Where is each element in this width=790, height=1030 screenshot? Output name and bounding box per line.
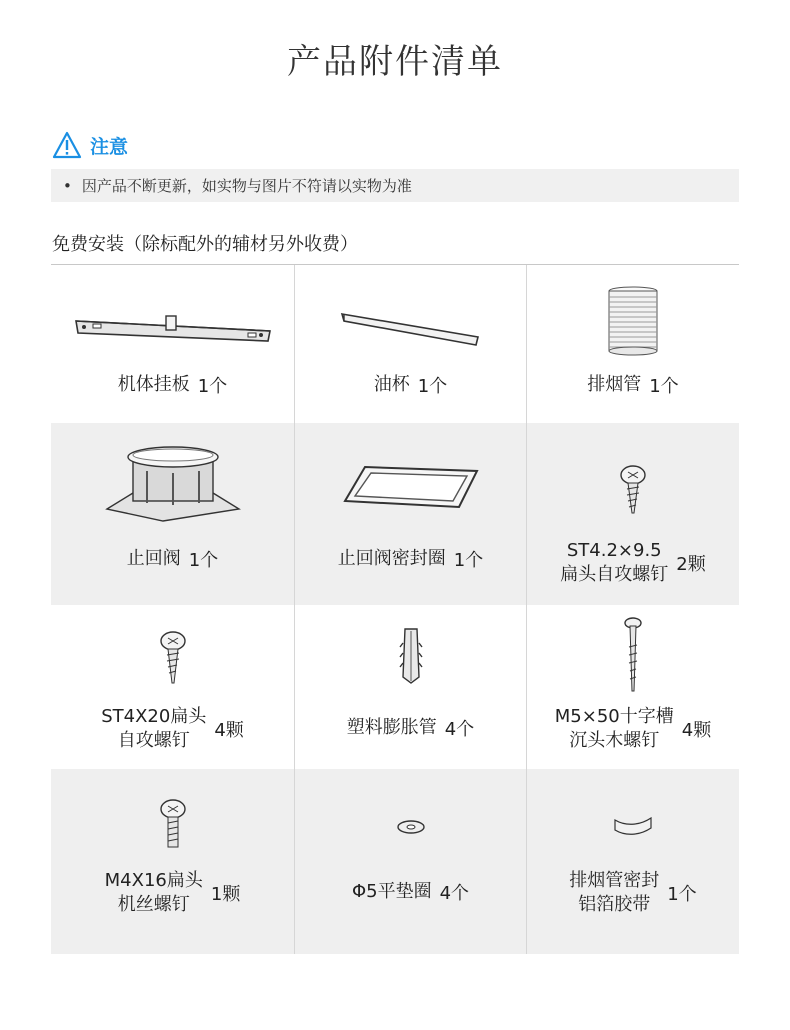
item-name: ST4.2×9.5 扁头自攻螺钉 xyxy=(560,540,669,585)
valve-seal-icon xyxy=(341,463,481,511)
accessory-card xyxy=(295,265,527,423)
machine-screw-icon xyxy=(158,799,188,851)
item-qty: 4个 xyxy=(439,883,470,904)
accessory-card xyxy=(527,605,739,769)
accessory-card xyxy=(295,769,527,954)
accessory-card xyxy=(295,605,527,769)
bullet-icon: • xyxy=(63,176,72,195)
accessory-card xyxy=(295,423,527,605)
accessory-grid xyxy=(51,265,739,954)
exhaust-pipe-icon xyxy=(605,285,661,357)
item-name: 塑料膨胀管 xyxy=(346,717,437,738)
accessory-card xyxy=(51,265,295,423)
item-name: ST4X20扁头 自攻螺钉 xyxy=(101,706,207,751)
item-qty: 1个 xyxy=(649,376,679,397)
wall-anchor-icon xyxy=(396,625,426,687)
tapping-screw-icon xyxy=(618,465,648,517)
item-qty: 4颗 xyxy=(681,720,712,741)
page-title: 产品附件清单 xyxy=(287,42,503,82)
item-qty: 1个 xyxy=(197,376,228,397)
oil-cup-icon xyxy=(336,309,486,349)
mounting-plate-icon xyxy=(68,311,278,345)
accessory-card xyxy=(527,769,739,954)
notice-header xyxy=(52,130,128,160)
wood-screw-icon xyxy=(623,617,643,695)
free-install-heading: 免费安装（除标配外的辅材另外收费） xyxy=(52,234,358,255)
notice-text: 因产品不断更新，如实物与图片不符请以实物为准 xyxy=(81,177,412,195)
item-name: Φ5平垫圈 xyxy=(351,881,432,902)
item-name: 油杯 xyxy=(373,374,410,395)
flat-washer-icon xyxy=(396,819,426,835)
item-name: M5×50十字槽 沉头木螺钉 xyxy=(554,706,674,751)
accessory-card xyxy=(51,769,295,954)
notice-bar xyxy=(51,169,739,202)
notice-title: 注意 xyxy=(90,135,129,158)
item-qty: 4个 xyxy=(444,719,475,740)
foil-tape-icon xyxy=(611,814,655,838)
item-qty: 1个 xyxy=(188,550,219,571)
item-qty: 1颗 xyxy=(210,884,241,905)
accessory-card xyxy=(527,265,739,423)
check-valve-icon xyxy=(103,443,243,525)
accessory-card xyxy=(51,423,295,605)
item-name: M4X16扁头 机丝螺钉 xyxy=(104,870,203,915)
item-qty: 2颗 xyxy=(676,554,706,575)
item-qty: 1个 xyxy=(667,884,697,905)
tapping-screw-icon xyxy=(158,631,188,687)
item-qty: 1个 xyxy=(417,376,448,397)
item-name: 机体挂板 xyxy=(117,374,190,395)
item-name: 止回阀密封圈 xyxy=(337,548,446,569)
accessory-card xyxy=(51,605,295,769)
item-qty: 1个 xyxy=(453,550,484,571)
accessory-card xyxy=(527,423,739,605)
item-qty: 4颗 xyxy=(214,720,244,741)
item-name: 止回阀 xyxy=(126,548,181,569)
item-name: 排烟管 xyxy=(587,374,642,395)
item-name: 排烟管密封 铝箔胶带 xyxy=(569,870,660,915)
warning-icon xyxy=(52,131,82,159)
